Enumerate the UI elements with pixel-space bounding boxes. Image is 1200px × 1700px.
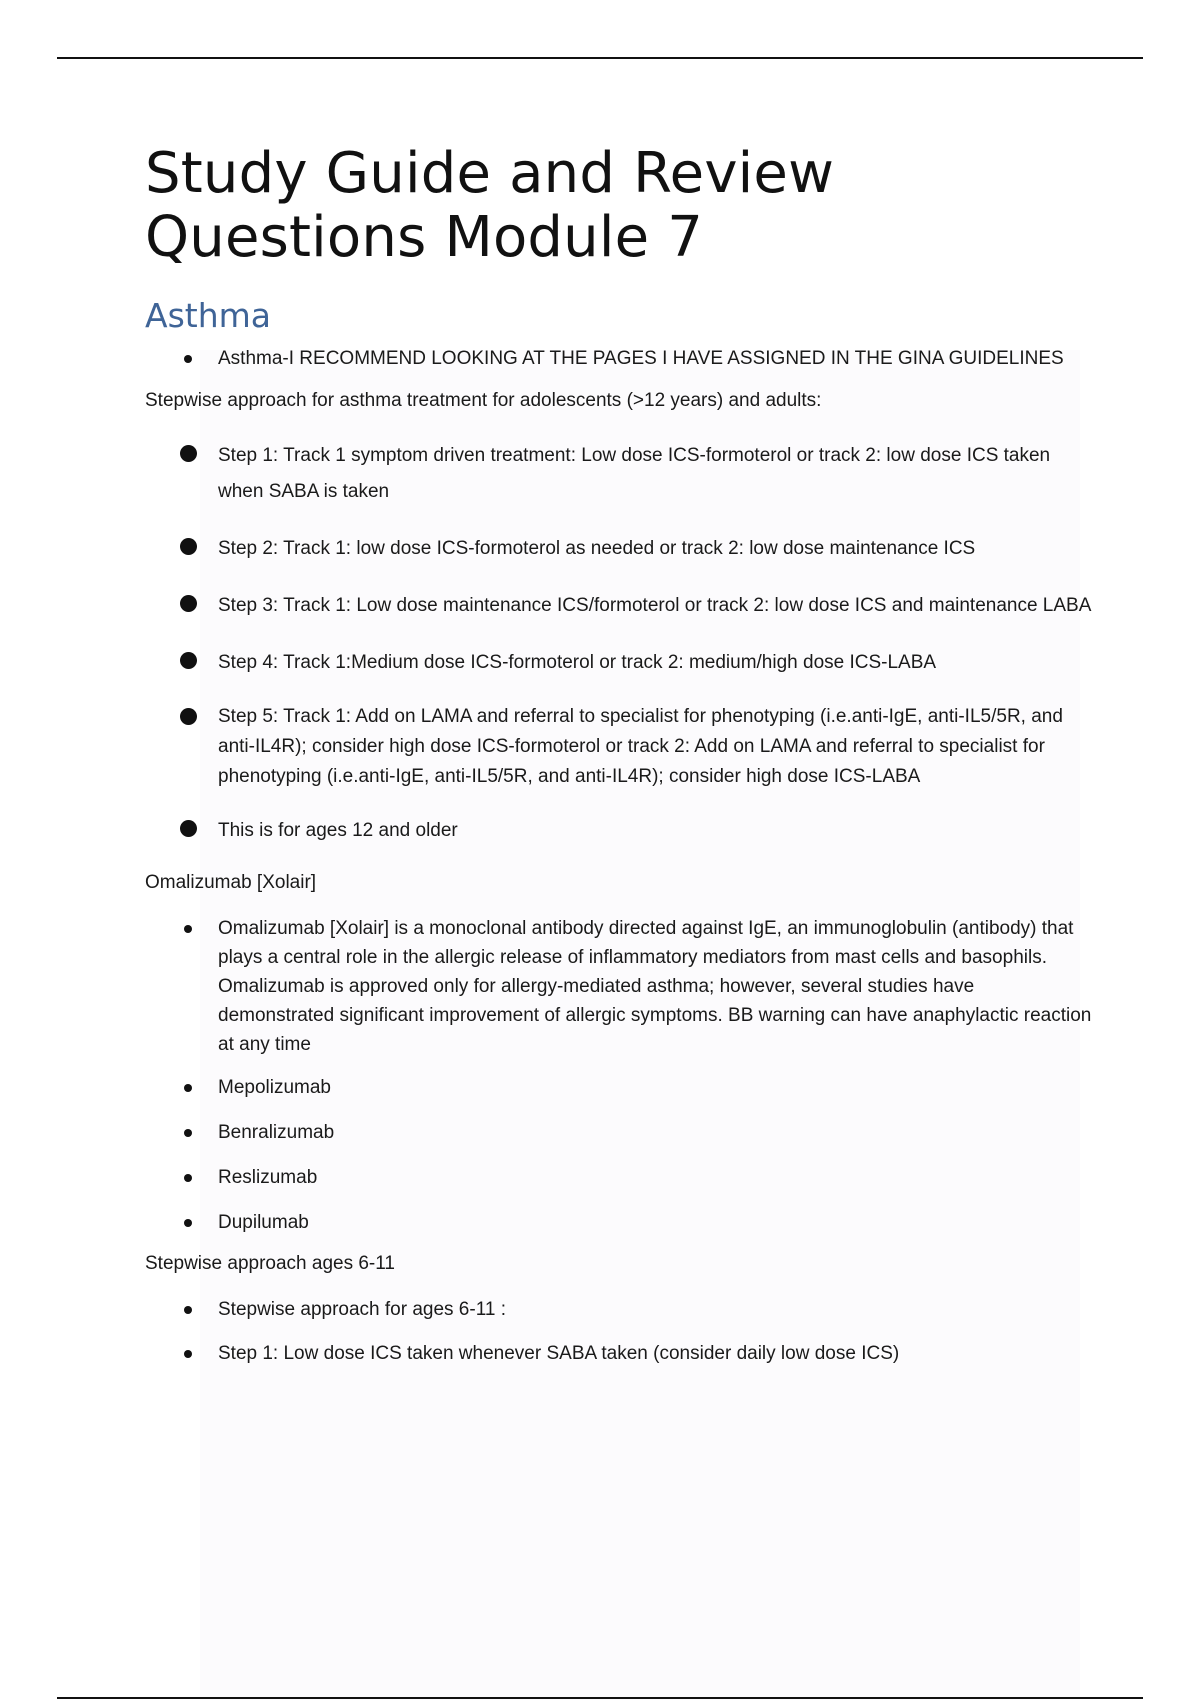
list-item [145,1118,1095,1147]
steps-611-list [145,1295,1095,1369]
list-item [145,813,1095,849]
list-item [145,1208,1095,1237]
step-text: Step 2: Track 1: low dose ICS-formoterol as needed or track 2: low dose maintenance ICS [218,538,976,559]
bullet-icon [184,1084,192,1092]
step-text: Step 3: Track 1: Low dose maintenance ICS/formoterol or track 2: low dose ICS and maintenance LABA [218,595,1092,616]
steps-list [145,438,1095,849]
stepwise-heading: Stepwise approach for asthma treatment for adolescents (>12 years) and adults: [145,390,822,411]
step-611-text: Step 1: Low dose ICS taken whenever SABA taken (consider daily low dose ICS) [218,1343,900,1364]
bullet-icon [184,1174,192,1182]
section-heading-asthma: Asthma [145,296,271,335]
bullet-icon [180,445,197,462]
list-item [145,1295,1095,1325]
biologics-list [145,914,1095,1237]
biologic-text: Omalizumab [Xolair] is a monoclonal antibody directed against IgE, an immunoglobulin (antibody) that plays a central role in the allergic release of inflammatory mediators from mast cells and basophils. Omalizumab is approved only for allergy-mediated asthma; however, several studies have demonstrated significant improvement of allergic symptoms. BB warning can have anaphylactic reaction at any time [218,918,1092,1055]
bullet-icon [184,1129,192,1137]
bullet-icon [184,1306,192,1314]
biologic-text: Reslizumab [218,1167,318,1188]
bullet-icon [184,1350,192,1358]
bottom-rule [57,1697,1143,1699]
stepwise-611-heading: Stepwise approach ages 6-11 [145,1253,395,1274]
bullet-icon [184,925,192,933]
list-item [145,1339,1095,1369]
bullet-icon [180,538,197,555]
top-rule [57,57,1143,59]
biologic-text: Mepolizumab [218,1077,331,1098]
omalizumab-heading: Omalizumab [Xolair] [145,872,317,893]
list-item [145,914,1095,1059]
intro-text: Asthma-I RECOMMEND LOOKING AT THE PAGES I HAVE ASSIGNED IN THE GINA GUIDELINES [218,348,1064,369]
bullet-icon [180,820,197,837]
bullet-icon [184,1219,192,1227]
list-item [145,702,1095,792]
step-text: Step 1: Track 1 symptom driven treatment: Low dose ICS-formoterol or track 2: low dose ICS taken when SABA is taken [218,445,1051,502]
bullet-icon [180,595,197,612]
biologic-text: Benralizumab [218,1122,335,1143]
intro-list [145,344,1095,374]
step-text: Step 5: Track 1: Add on LAMA and referral to specialist for phenotyping (i.e.anti-IgE, anti-IL5/5R, and anti-IL4R); consider high dose ICS-formoterol or track 2: Add on LAMA and referral to specialist for phenotyping (i.e.anti-IgE, anti-IL5/5R, and anti-IL4R); consider high dose ICS-LABA [218,706,1063,787]
bullet-icon [180,708,197,725]
step-611-text: Stepwise approach for ages 6-11 : [218,1299,506,1320]
page-title: Study Guide and Review Questions Module 7 [145,141,835,270]
bullet-icon [180,652,197,669]
list-item [145,438,1095,510]
list-item [145,588,1095,624]
list-item [145,531,1095,567]
biologic-text: Dupilumab [218,1212,309,1233]
step-text: This is for ages 12 and older [218,820,458,841]
list-item [145,1073,1095,1102]
list-item [145,1163,1095,1192]
bullet-icon [184,355,192,363]
document-body [145,142,1095,1383]
list-item [145,344,1095,374]
step-text: Step 4: Track 1:Medium dose ICS-formoterol or track 2: medium/high dose ICS-LABA [218,652,937,673]
list-item [145,645,1095,681]
